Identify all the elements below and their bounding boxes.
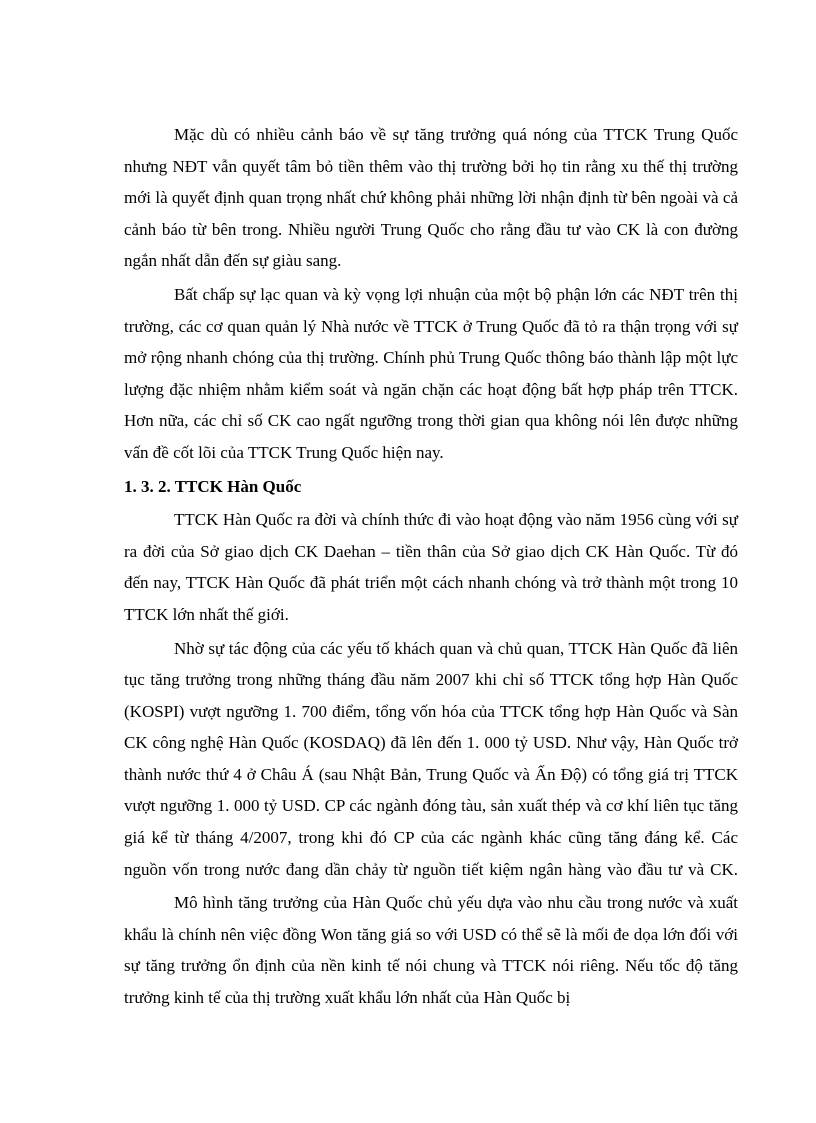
paragraph-korea-growth: Nhờ sự tác động của các yếu tố khách quan và chủ quan, TTCK Hàn Quốc đã liên tục tăng trưởng trong những tháng đầu năm 2007 khi chỉ số TTCK tổng hợp Hàn Quốc (KOSPI) vượt ngưỡng 1. 700 điểm, tổng vốn hóa của TTCK tổng hợp Hàn Quốc và Sàn CK công nghệ Hàn Quốc (KOSDAQ) đã lên đến 1. 000 tỷ USD. Như vậy, Hàn Quốc trở thành nước thứ 4 ở Châu Á (sau Nhật Bản, Trung Quốc và Ấn Độ) có tổng giá trị TTCK vượt ngưỡng 1. 000 tỷ USD. CP các ngành đóng tàu, sản xuất thép và cơ khí liên tục tăng giá kể từ tháng 4/2007, trong khi đó CP của các ngành khác cũng tăng đáng kể. Các nguồn vốn trong nước đang dần chảy từ nguồn tiết kiệm ngân hàng vào đầu tư và CK. bbox=[124, 638, 738, 879]
paragraph-china-regulators: Bất chấp sự lạc quan và kỳ vọng lợi nhuận của một bộ phận lớn các NĐT trên thị trường, các cơ quan quản lý Nhà nước về TTCK ở Trung Quốc đã tỏ ra thận trọng với sự mở rộng nhanh chóng của thị trường. Chính phủ Trung Quốc thông báo thành lập một lực lượng đặc nhiệm nhằm kiểm soát và ngăn chặn các hoạt động bất hợp pháp trên TTCK. Hơn nữa, các chỉ số CK cao ngất ngưỡng trong thời gian qua không nói lên được những vấn đề cốt lõi của TTCK Trung Quốc hiện nay. bbox=[124, 284, 738, 462]
paragraph-korea-history: TTCK Hàn Quốc ra đời và chính thức đi vào hoạt động vào năm 1956 cùng với sự ra đời của Sở giao dịch CK Daehan – tiền thân của Sở giao dịch CK Hàn Quốc. Từ đó đến nay, TTCK Hàn Quốc đã phát triển một cách nhanh chóng và trở thành một trong 10 TTCK lớn nhất thế giới. bbox=[124, 510, 738, 624]
section-heading: 1. 3. 2. TTCK Hàn Quốc bbox=[124, 476, 302, 496]
paragraph-china-warnings: Mặc dù có nhiều cảnh báo về sự tăng trưởng quá nóng của TTCK Trung Quốc nhưng NĐT vẫn quyết tâm bỏ tiền thêm vào thị trường bởi họ tin rằng xu thế thị trường mới là quyết định quan trọng nhất chứ không phải những lời nhận định từ bên ngoài và cả cảnh báo từ bên trong. Nhiều người Trung Quốc cho rằng đầu tư vào CK là con đường ngắn nhất dẫn đến sự giàu sang. bbox=[124, 125, 738, 271]
paragraph-korea-model: Mô hình tăng trưởng của Hàn Quốc chủ yếu dựa vào nhu cầu trong nước và xuất khẩu là chính nên việc đồng Won tăng giá so với USD có thể sẽ là mối đe dọa lớn đối với sự tăng trưởng ổn định của nền kinh tế nói chung và TTCK nói riêng. Nếu tốc độ tăng trưởng kinh tế của thị trường xuất khẩu lớn nhất của Hàn Quốc bị bbox=[124, 893, 738, 1008]
document-page bbox=[124, 119, 738, 1016]
